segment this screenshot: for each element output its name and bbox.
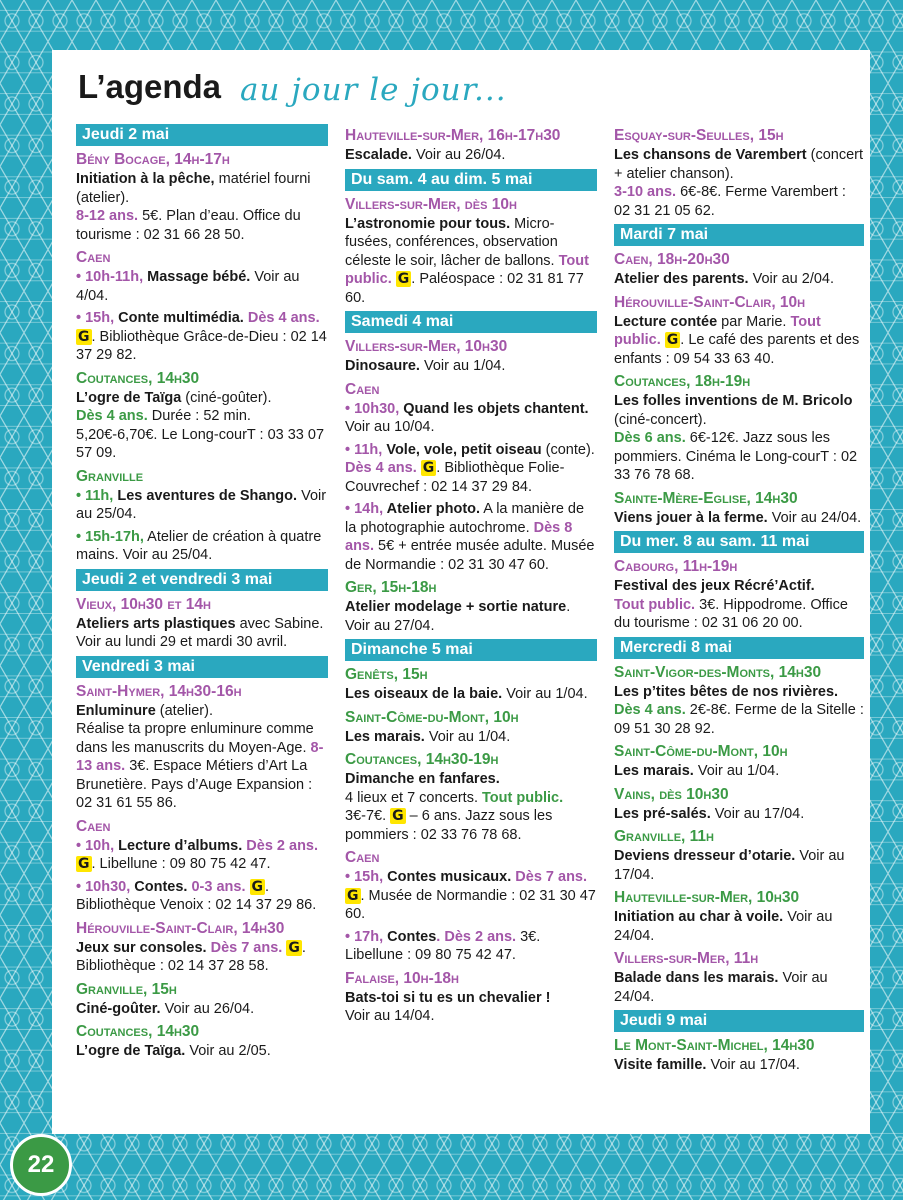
day-header: Du sam. 4 au dim. 5 mai (345, 169, 597, 191)
place-time: Saint-Côme-du-Mont, 10h (614, 743, 788, 760)
event-item: • 14h, Atelier photo. A la manière de la photographie autochrome. Dès 8 ans. 5€ + entrée musée adulte. Musée de Normandie : 02 31 30 47 60. (345, 501, 595, 573)
place-time: Caen (345, 380, 380, 398)
place-time: Villers-sur-Mer, dès 10h (345, 195, 517, 213)
place-time: Genêts, 15h (345, 666, 428, 683)
day-header: Samedi 4 mai (345, 311, 597, 333)
free-icon: G (392, 808, 404, 824)
event-item: Ateliers arts plastiques avec Sabine. Voir au lundi 29 et mardi 30 avril. (76, 615, 324, 650)
event-item: Les p’tites bêtes de nos rivières. Dès 4 ans. 2€-8€. Ferme de la Sitelle : 09 51 30 28 92. (614, 683, 864, 737)
event-item: Les oiseaux de la baie. Voir au 1/04. (345, 686, 588, 702)
place-time: Vieux, 10h30 et 14h (76, 595, 211, 613)
event-item: Enluminure (atelier). Réalise ta propre enluminure comme dans les manuscrits du Moyen-Age. 8-13 ans. 3€. Espace Métiers d’Art La Brunetière. Pays d’Auge Expansion : 02 31 61 55 86. (76, 702, 324, 811)
place-time: Coutances, 14h30-19h (345, 751, 499, 768)
day-header: Jeudi 2 et vendredi 3 mai (76, 569, 328, 591)
place-time: Granville, 15h (76, 980, 177, 998)
free-icon: G (397, 271, 410, 287)
page-subtitle: au jour le jour... (240, 72, 507, 108)
event-item: • 15h-17h, Atelier de création à quatre mains. Voir au 25/04. (76, 528, 322, 563)
page-title: L’agenda (78, 68, 222, 105)
free-icon: G (422, 460, 435, 476)
place-time: Hauteville-sur-Mer, 16h-17h30 (345, 127, 561, 144)
event-item: Visite famille. Voir au 17/04. (614, 1057, 800, 1073)
day-header: Jeudi 2 mai (76, 124, 328, 146)
place-time: Coutances, 14h30 (76, 369, 200, 387)
free-icon: G (347, 887, 359, 904)
place-time: Ger, 15h-18h (345, 579, 437, 596)
event-item: Les folles inventions de M. Bricolo (ciné-concert). Dès 6 ans. 6€-12€. Jazz sous les pommiers. Cinéma le Long-courT : 02 33 76 78 68. (614, 393, 858, 483)
agenda-column-3 (614, 122, 864, 1079)
event-item: Atelier modelage + sortie nature. Voir au 27/04. (345, 599, 571, 634)
place-time: Caen (345, 849, 380, 866)
event-item: Atelier des parents. Voir au 2/04. (614, 271, 835, 287)
event-item: • 15h, Contes musicaux. Dès 7 ans. G . Musée de Normandie : 02 31 30 47 60. (345, 869, 596, 922)
event-item: Dimanche en fanfares. 4 lieux et 7 concerts. Tout public. 3€-7€. G – 6 ans. Jazz sous les pommiers : 02 33 76 78 68. (345, 771, 564, 843)
place-time: Esquay-sur-Seulles, 15h (614, 127, 784, 144)
day-header: Du mer. 8 au sam. 11 mai (614, 531, 864, 553)
event-item: • 10h, Lecture d’albums. Dès 2 ans. G . Libellune : 09 80 75 42 47. (76, 837, 319, 872)
place-time: Caen, 18h-20h30 (614, 251, 730, 268)
day-header: Mercredi 8 mai (614, 637, 864, 659)
event-item: Initiation à la pêche, matériel fourni (atelier). 8-12 ans. 5€. Plan d’eau. Office du tourisme : 02 31 66 28 50. (76, 171, 311, 243)
free-icon: G (78, 856, 90, 872)
day-header: Dimanche 5 mai (345, 639, 597, 661)
place-time: Saint-Hymer, 14h30-16h (76, 682, 242, 700)
event-item: Les marais. Voir au 1/04. (345, 728, 511, 745)
place-time: Bény Bocage, 14h-17h (76, 151, 230, 168)
event-item: Deviens dresseur d’otarie. Voir au 17/04. (614, 848, 845, 883)
event-item: L’ogre de Taïga. Voir au 2/05. (76, 1043, 271, 1059)
agenda-column-2 (345, 122, 597, 1030)
event-item: • 15h, Conte multimédia. Dès 4 ans. G . Bibliothèque Grâce-de-Dieu : 02 14 37 29 82. (76, 310, 327, 363)
free-icon: G (251, 878, 264, 895)
agenda-column-1 (76, 122, 328, 1065)
event-item: • 17h, Contes. Dès 2 ans. 3€. Libellune : 09 80 75 42 47. (345, 928, 541, 963)
event-item: • 11h, Les aventures de Shango. Voir au 25/04. (76, 487, 327, 522)
day-header: Jeudi 9 mai (614, 1010, 864, 1032)
place-time: Hérouville-Saint-Clair, 10h (614, 293, 806, 311)
event-item: • 10h30, Quand les objets chantent. Voir au 10/04. (345, 400, 589, 435)
place-time: Le Mont-Saint-Michel, 14h30 (614, 1037, 815, 1054)
event-item: Jeux sur consoles. Dès 7 ans. G . Bibliothèque : 02 14 37 28 58. (76, 939, 306, 974)
place-time: Vains, dès 10h30 (614, 785, 729, 803)
free-icon: G (288, 939, 300, 956)
event-item: Dinosaure. Voir au 1/04. (345, 358, 506, 374)
event-item: Bats-toi si tu es un chevalier ! Voir au 14/04. (345, 989, 551, 1024)
free-icon: G (78, 328, 90, 345)
place-time: Villers-sur-Mer, 11h (614, 950, 759, 967)
event-item: • 11h, Vole, vole, petit oiseau (conte). Dès 4 ans. G . Bibliothèque Folie-Couvrechef : 02 14 37 29 84. (345, 441, 595, 495)
place-time: Hauteville-sur-Mer, 10h30 (614, 889, 800, 906)
place-time: Falaise, 10h-18h (345, 969, 459, 987)
event-item: Les marais. Voir au 1/04. (614, 763, 780, 779)
event-item: Ciné-goûter. Voir au 26/04. (76, 1000, 255, 1017)
place-time: Coutances, 18h-19h (614, 373, 751, 390)
event-item: Balade dans les marais. Voir au 24/04. (614, 970, 828, 1005)
page-number-badge: 22 (10, 1134, 72, 1196)
place-time: Caen (76, 249, 111, 266)
free-icon: G (666, 332, 679, 348)
event-item: Les pré-salés. Voir au 17/04. (614, 805, 805, 822)
place-time: Hérouville-Saint-Clair, 14h30 (76, 919, 285, 937)
event-item: Lecture contée par Marie. Tout public. G . Le café des parents et des enfants : 09 54 33 63 40. (614, 313, 860, 367)
event-item: • 10h-11h, Massage bébé. Voir au 4/04. (76, 269, 300, 304)
event-item: • 10h30, Contes. 0-3 ans. G . Bibliothèque Venoix : 02 14 37 29 86. (76, 878, 317, 913)
place-time: Cabourg, 11h-19h (614, 558, 738, 575)
place-time: Granville, 11h (614, 828, 714, 845)
event-item: Initiation au char à voile. Voir au 24/04. (614, 909, 833, 944)
event-item: Viens jouer à la ferme. Voir au 24/04. (614, 509, 862, 526)
event-item: Les chansons de Varembert (concert + atelier chanson). 3-10 ans. 6€-8€. Ferme Varembert : 02 31 21 05 62. (614, 147, 864, 219)
day-header: Mardi 7 mai (614, 224, 864, 246)
place-time: Granville (76, 467, 144, 485)
place-time: Saint-Vigor-des-Monts, 14h30 (614, 663, 822, 681)
day-header: Vendredi 3 mai (76, 656, 328, 678)
event-item: Escalade. Voir au 26/04. (345, 147, 506, 163)
place-time: Coutances, 14h30 (76, 1023, 200, 1040)
event-item: Festival des jeux Récré’Actif. Tout public. 3€. Hippodrome. Office du tourisme : 02 31 06 20 00. (614, 578, 848, 631)
place-time: Saint-Côme-du-Mont, 10h (345, 708, 519, 726)
place-time: Villers-sur-Mer, 10h30 (345, 338, 508, 355)
event-item: L’astronomie pour tous. Micro-fusées, conférences, observation céleste le soir, lâcher de ballons. Tout public. G . Paléospace : 02 31 81 77 60. (345, 215, 589, 306)
place-time: Caen (76, 817, 111, 835)
place-time: Sainte-Mère-Eglise, 14h30 (614, 489, 798, 507)
event-item: L’ogre de Taïga (ciné-goûter). Dès 4 ans. Durée : 52 min. 5,20€-6,70€. Le Long-courT : 03 33 07 57 09. (76, 389, 325, 461)
